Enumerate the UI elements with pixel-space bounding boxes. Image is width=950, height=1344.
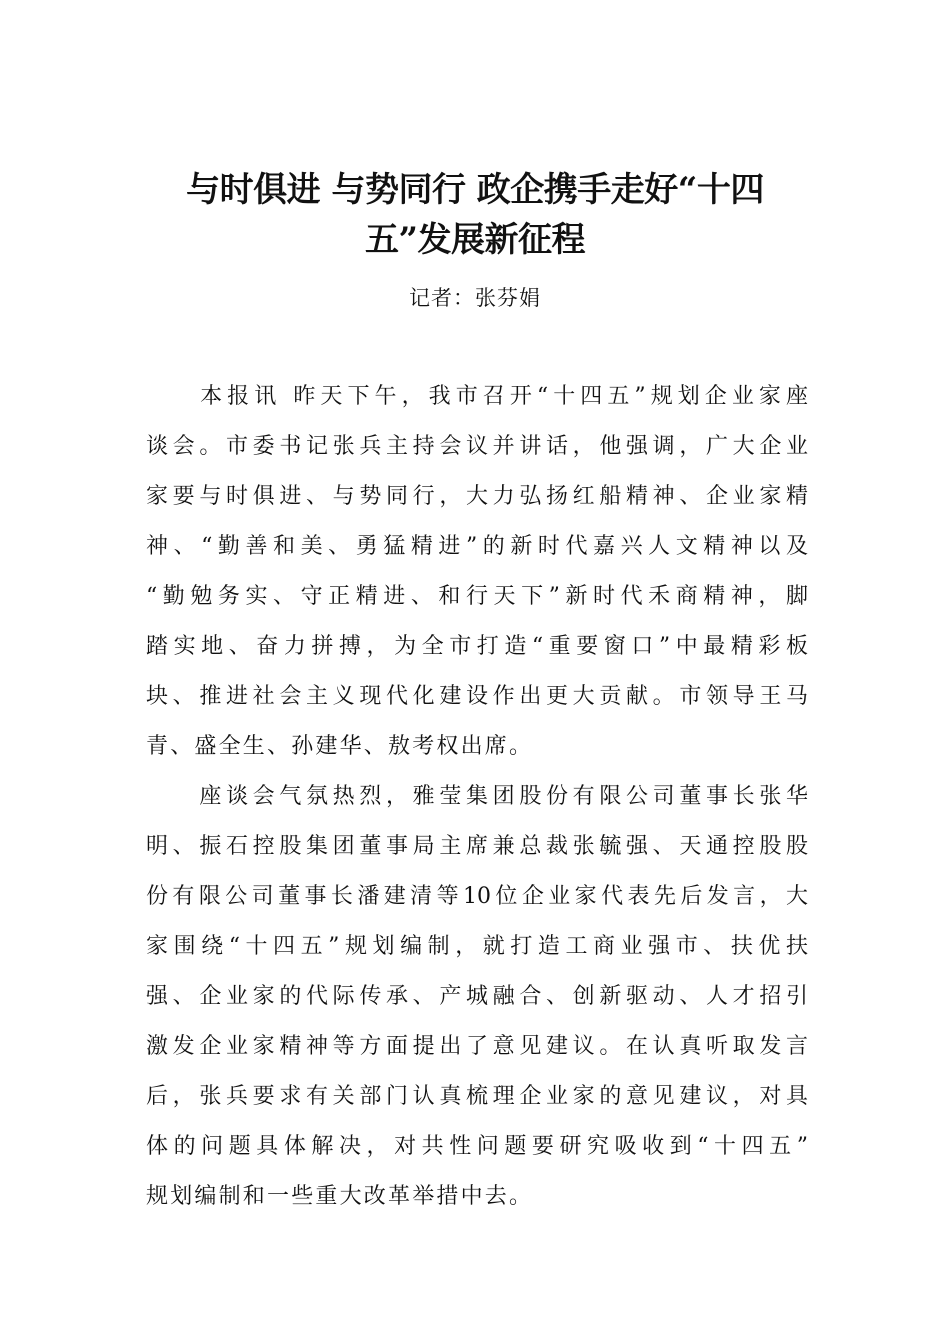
article-paragraph — [146, 372, 808, 772]
article-title-line: 五”发展新征程 — [364, 220, 586, 260]
paragraph-line: 踏实地、奋力拼搏，为全市打造“重要窗口”中最精彩板 — [146, 634, 808, 659]
article-title — [150, 165, 800, 265]
paragraph-line: 块、推进社会主义现代化建设作出更大贡献。市领导王马 — [146, 684, 808, 709]
paragraph-line: 份有限公司董事长潘建清等10位企业家代表先后发言，大 — [146, 884, 808, 909]
paragraph-line: 明、振石控股集团董事局主席兼总裁张毓强、天通控股股 — [146, 834, 808, 859]
paragraph-line: 强、企业家的代际传承、产城融合、创新驱动、人才招引 — [146, 984, 808, 1009]
paragraph-line: 本报讯 昨天下午，我市召开“十四五”规划企业家座 — [146, 384, 808, 409]
paragraph-line: 青、盛全生、孙建华、敖考权出席。 — [146, 734, 534, 759]
article-body — [146, 372, 808, 1222]
article-title-line: 与时俱进 与势同行 政企携手走好“十四 — [186, 170, 764, 210]
paragraph-line: 家要与时俱进、与势同行，大力弘扬红船精神、企业家精 — [146, 484, 808, 509]
paragraph-line: 座谈会气氛热烈，雅莹集团股份有限公司董事长张华 — [146, 784, 808, 809]
paragraph-line: 后，张兵要求有关部门认真梳理企业家的意见建议，对具 — [146, 1084, 808, 1109]
paragraph-line: 神、“勤善和美、勇猛精进”的新时代嘉兴人文精神以及 — [146, 534, 808, 559]
paragraph-line: “勤勉务实、守正精进、和行天下”新时代禾商精神，脚 — [146, 584, 808, 609]
paragraph-line: 谈会。市委书记张兵主持会议并讲话，他强调，广大企业 — [146, 434, 808, 459]
paragraph-line: 激发企业家精神等方面提出了意见建议。在认真听取发言 — [146, 1034, 808, 1059]
paragraph-line: 体的问题具体解决，对共性问题要研究吸收到“十四五” — [146, 1134, 808, 1159]
paragraph-line: 规划编制和一些重大改革举措中去。 — [146, 1184, 534, 1209]
article-byline: 记者：张芬娟 — [409, 286, 541, 310]
article-paragraph — [146, 772, 808, 1222]
paragraph-line: 家围绕“十四五”规划编制，就打造工商业强市、扶优扶 — [146, 934, 808, 959]
